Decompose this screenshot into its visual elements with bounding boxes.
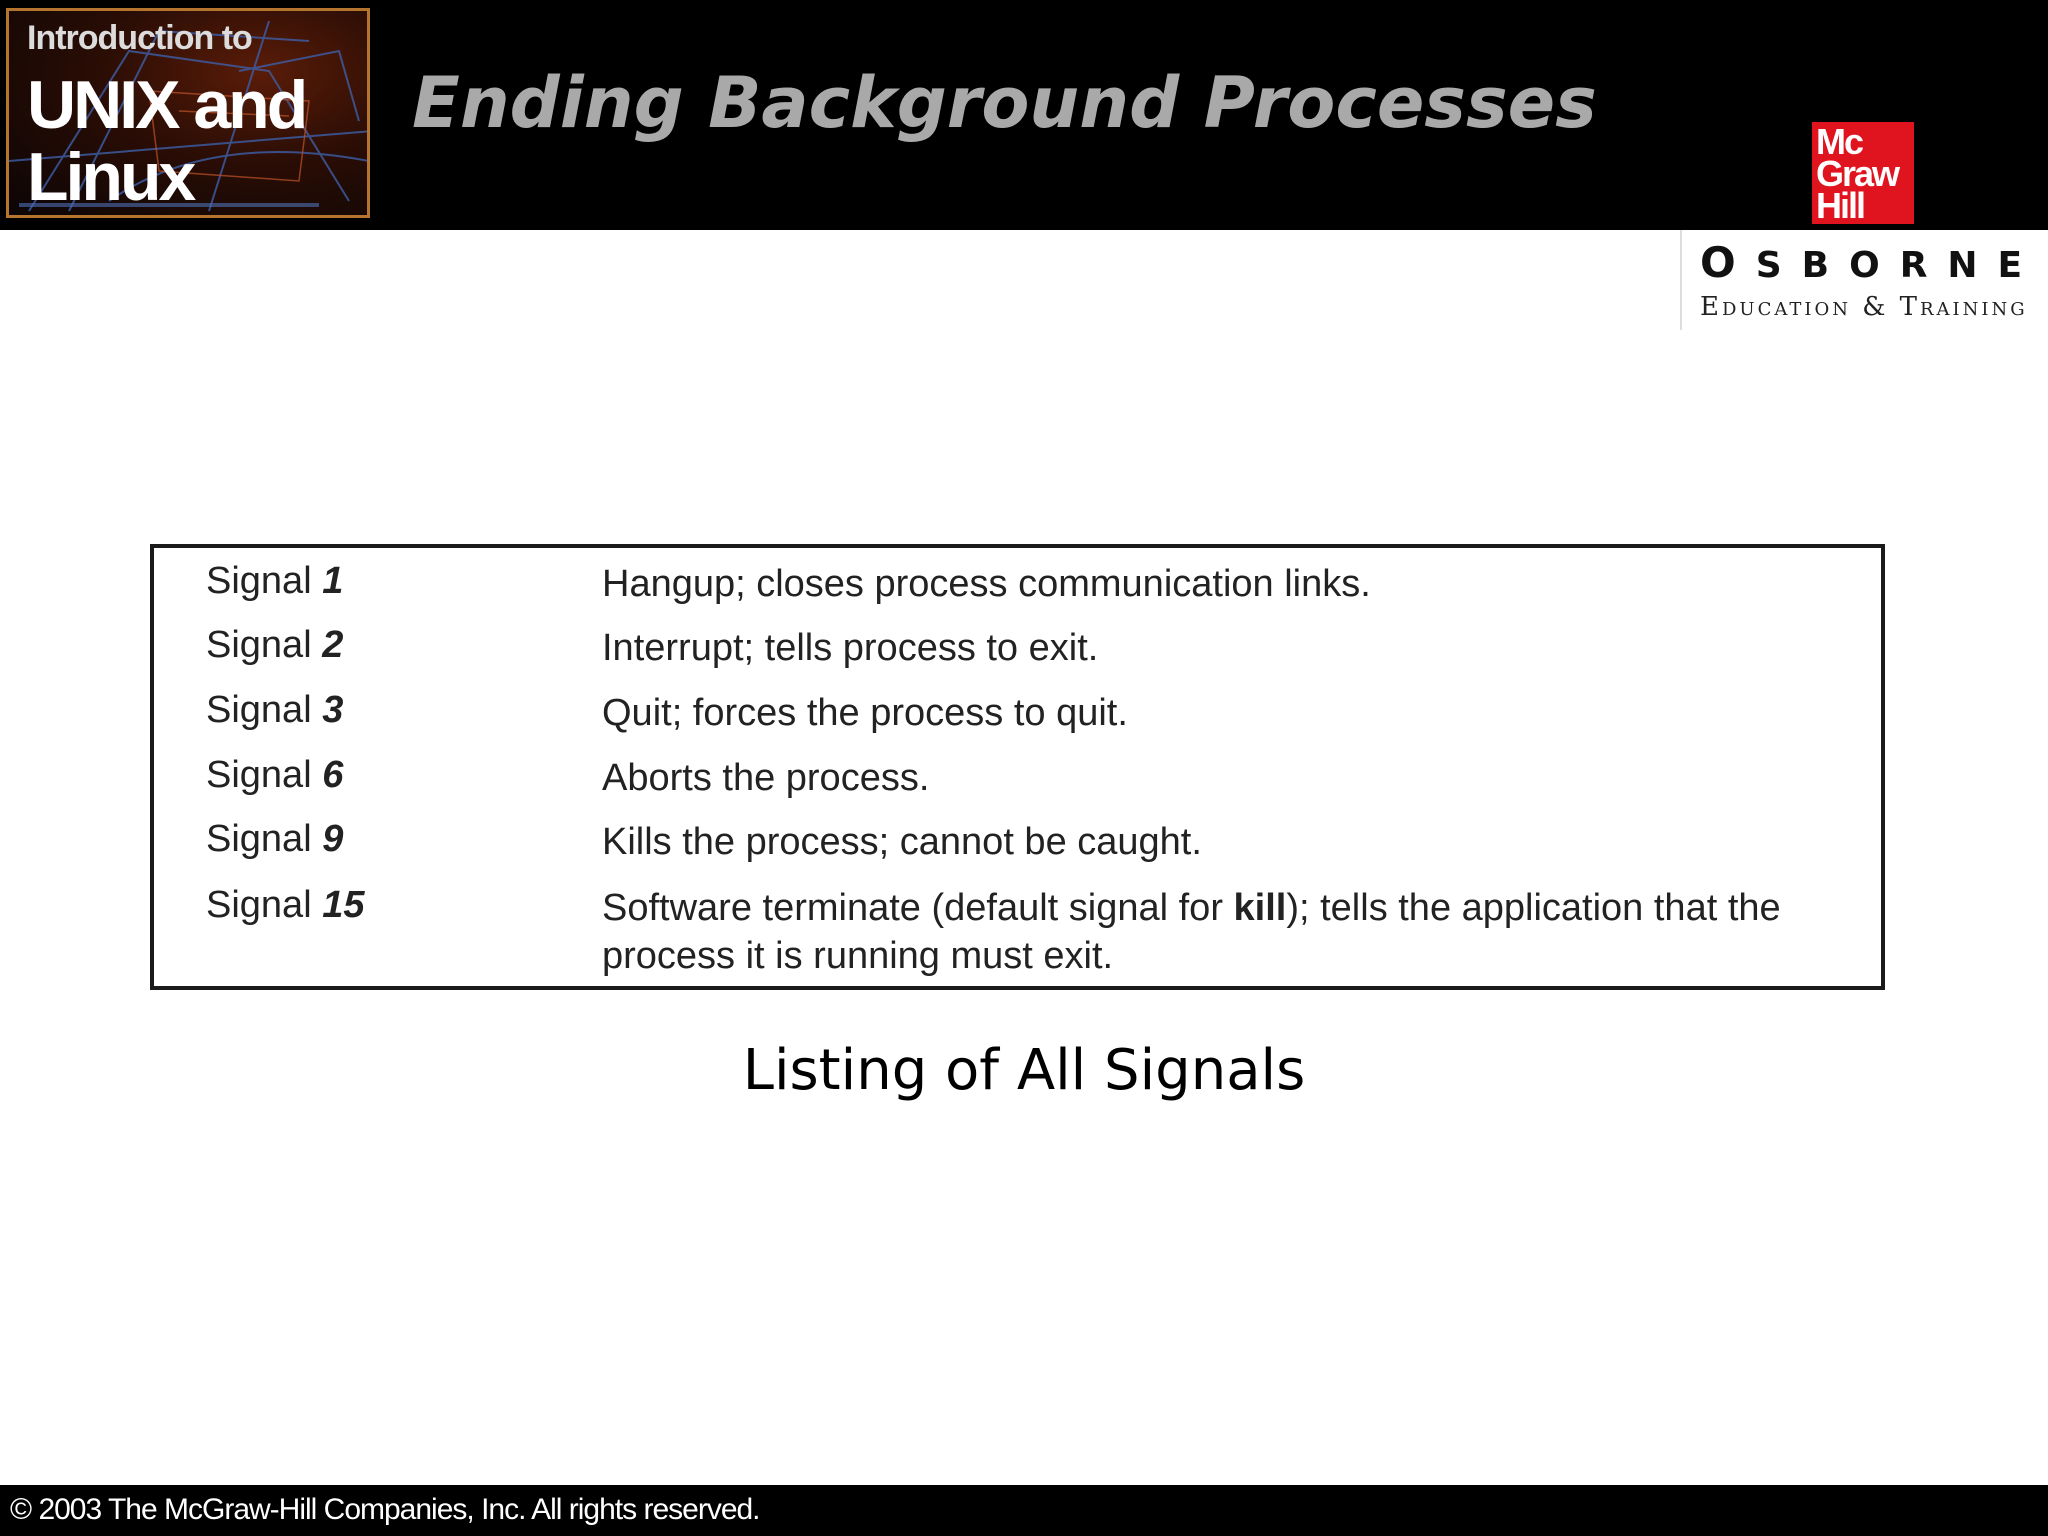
signal-description: Kills the process; cannot be caught.	[602, 821, 1202, 863]
signal-label	[206, 884, 364, 927]
signal-word: Signal	[206, 884, 323, 926]
signal-description: Quit; forces the process to quit.	[602, 692, 1128, 734]
logo-line-hill: Hill	[1816, 185, 1865, 226]
signal-word: Signal	[206, 624, 323, 666]
signal-word: Signal	[206, 754, 323, 796]
signals-table	[150, 544, 1885, 990]
signal-word: Signal	[206, 818, 323, 860]
signal-number: 1	[322, 560, 344, 602]
logo-line-graw: Graw	[1816, 153, 1899, 194]
slide-header	[0, 0, 2048, 230]
description-text-pre: Software terminate (default signal for	[602, 887, 1234, 929]
cover-intro-text: Introduction to	[27, 19, 252, 57]
figure-caption: Listing of All Signals	[742, 1038, 1306, 1103]
signal-number: 15	[322, 884, 365, 926]
osborne-rest-letters: SBORNE	[1755, 245, 2043, 286]
signal-number: 9	[322, 818, 344, 860]
signal-description	[602, 884, 1852, 980]
osborne-first-letter: O	[1700, 238, 1756, 287]
signal-description: Interrupt; tells process to exit.	[602, 627, 1099, 669]
signal-description: Hangup; closes process communication links.	[602, 563, 1371, 605]
signal-label	[206, 689, 343, 732]
signal-number: 6	[322, 754, 344, 796]
signal-word: Signal	[206, 560, 323, 602]
signal-word: Signal	[206, 689, 323, 731]
description-text-post: ); tells the application that the process it is running must exit.	[602, 887, 1781, 977]
mcgraw-hill-logo	[1812, 122, 1914, 224]
copyright-text: © 2003 The McGraw-Hill Companies, Inc. All rights reserved.	[10, 1493, 760, 1526]
signal-label	[206, 754, 343, 797]
cover-title-line1: UNIX and	[27, 67, 306, 143]
signal-number: 3	[322, 689, 344, 731]
signal-label	[206, 560, 343, 603]
signal-label	[206, 818, 343, 861]
signal-description: Aborts the process.	[602, 757, 930, 799]
kill-command: kill	[1233, 887, 1287, 929]
book-cover-image	[6, 8, 370, 218]
slide-title: Ending Background Processes	[412, 62, 1597, 144]
signal-number: 2	[322, 624, 344, 666]
logo-line-mc: Mc	[1816, 121, 1863, 162]
cover-title-line2: Linux	[27, 139, 194, 215]
osborne-imprint-logo	[1680, 230, 2048, 330]
slide-footer	[0, 1485, 2048, 1536]
signal-label	[206, 624, 343, 667]
osborne-subtitle: Education & Training	[1700, 292, 2028, 322]
osborne-name	[1700, 238, 2042, 287]
